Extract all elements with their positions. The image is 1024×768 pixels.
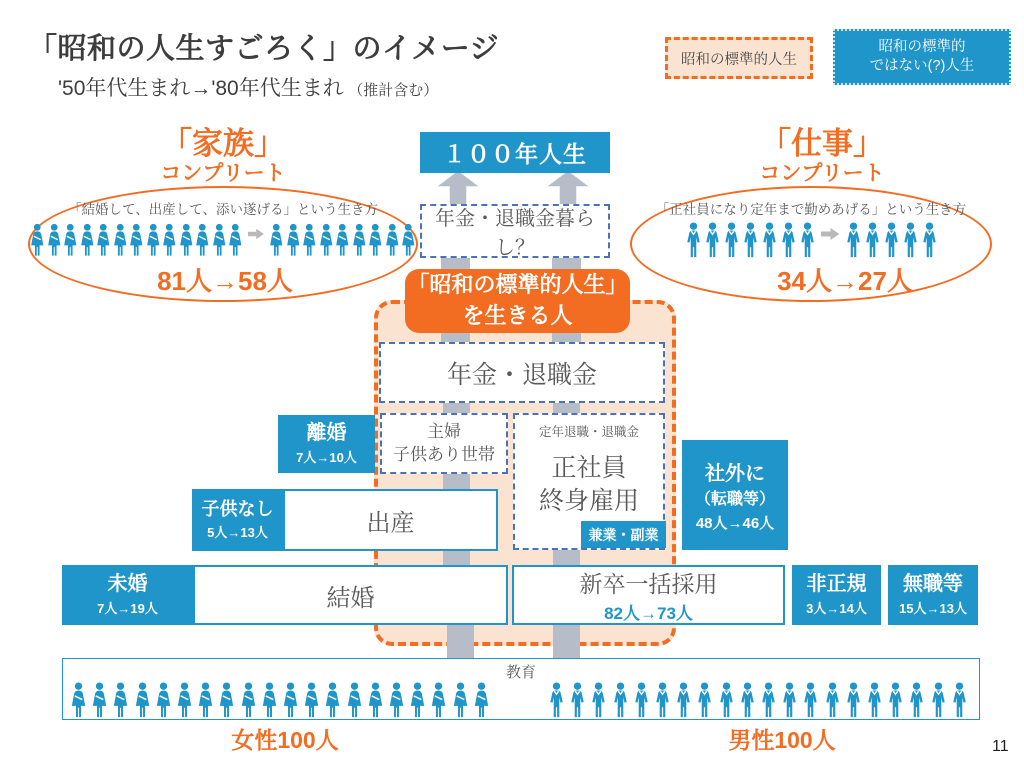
male-icon [798,222,817,258]
page-subtitle [58,72,438,102]
male-icon [703,222,722,258]
female-icon [95,223,112,257]
female-icon [79,223,96,257]
male-icon [758,682,779,718]
marriage-label: 結婚 [326,584,375,612]
no-child-count: 5人→13人 [207,524,268,540]
side-job-badge [581,521,666,548]
family-subheading: コンプリート [160,162,286,185]
female-icon [174,682,195,718]
female-icon [384,223,401,257]
male-icon [760,222,779,258]
male-icon [779,222,798,258]
irregular-label: 非正規 [806,573,867,595]
pension-living-box [420,204,610,258]
pension-living-label: 年金・退職金暮らし？ [435,208,595,259]
legend-standard-label: 昭和の標準的人生 [681,51,797,68]
female-icon [195,682,216,718]
female-icon [471,682,492,718]
female-icon [29,223,46,257]
male-icon [885,682,906,718]
work-people-before [684,222,817,258]
family-people-row [32,221,414,257]
female-icon [46,223,63,257]
irregular-count: 3人→14人 [806,601,867,616]
male-icon [779,682,800,718]
male-icon [864,682,885,718]
family-people-before [29,223,244,257]
male-total-label: 男性100人 [728,727,836,753]
outside-label2: （転職等） [694,491,775,508]
male-icon [882,222,901,258]
hundred-year-life-box [420,132,610,173]
page-number: 11 [992,738,1009,755]
birth-label: 出産 [366,509,415,537]
side-job-label: 兼業・副業 [588,526,659,543]
female-icon [161,223,178,257]
female-icon [268,223,285,257]
female-icon [62,223,79,257]
male-icon [901,222,920,258]
male-icon [800,682,821,718]
female-icon [68,682,89,718]
female-icon [238,682,259,718]
jobless-label: 無職等 [903,573,963,595]
work-heading: 「仕事」 [760,126,884,161]
female-icon [367,223,384,257]
divorce-count: 7人→10人 [296,450,357,465]
female-icon [318,223,335,257]
male-icon [737,682,758,718]
education-label: 教育 [505,664,536,681]
work-caption: 「正社員になり定年まで勤めあげる」という生き方 [655,202,967,217]
male-icon [546,682,567,718]
male-icon [694,682,715,718]
female-icon [280,682,301,718]
jobless-box [888,565,978,625]
hundred-year-label: １００年人生 [443,141,587,167]
family-caption: 「結婚して、出産して、添い遂げる」という生き方 [68,202,378,217]
female-icon [211,223,228,257]
female-icon [351,223,368,257]
female-icon [400,223,417,257]
female-icon [178,223,195,257]
male-icon [588,682,609,718]
female-total-label: 女性100人 [231,727,339,753]
work-count: 34人→27人 [777,266,913,296]
housewife-box [380,413,508,474]
male-icon [741,222,760,258]
irregular-box [792,565,881,625]
male-icon [631,682,652,718]
female-icon [259,682,280,718]
education-female-icons [68,680,492,718]
outside-company-box [682,440,788,550]
female-icon [227,223,244,257]
housewife-line1: 主婦 [427,421,461,441]
outside-count: 48人→46人 [695,515,775,532]
female-icon [301,682,322,718]
female-icon [322,682,343,718]
hiring-label: 新卒一括採用 [579,571,718,597]
divorce-box [278,415,375,473]
unmarried-count: 7人→19人 [97,601,158,616]
pension-retirement-box [379,342,665,403]
right-arrow-icon [821,216,840,252]
female-icon [153,682,174,718]
female-icon [194,223,211,257]
standard-life-line1: 「昭和の標準的人生」 [407,272,628,298]
standard-life-line2: を生きる人 [462,303,573,328]
outside-label: 社外に [705,463,765,485]
female-icon [110,682,131,718]
retirement-note: 定年退職・退職金 [538,425,639,439]
family-people-after [268,223,417,257]
unmarried-label: 未婚 [107,573,148,595]
fulltime-label [515,452,663,517]
family-count: 81人→58人 [157,266,293,296]
female-icon [407,682,428,718]
connector-bar [553,623,580,660]
no-child-label: 子供なし [201,499,274,520]
connector-bar [447,623,474,660]
jobless-count: 15人→13人 [899,601,967,616]
birth-box [283,489,498,551]
legend-standard-life [665,37,813,79]
female-icon [301,223,318,257]
work-subheading: コンプリート [759,162,885,185]
housewife-line2: 子供あり世帯 [393,444,495,464]
female-icon [132,682,153,718]
female-icon [128,223,145,257]
education-male-icons [546,680,970,718]
male-icon [610,682,631,718]
male-icon [567,682,588,718]
male-icon [722,222,741,258]
male-icon [863,222,882,258]
divorce-label: 離婚 [306,422,347,444]
hiring-box [512,565,785,625]
legend-nonstandard-line2: ではない(?)人生 [869,58,975,74]
male-icon [716,682,737,718]
female-icon [145,223,162,257]
work-people-row [640,220,982,258]
male-icon [673,682,694,718]
male-icon [684,222,703,258]
male-icon [906,682,927,718]
right-arrow-icon [248,217,265,251]
female-icon [428,682,449,718]
female-icon [365,682,386,718]
pension-retirement-label: 年金・退職金 [446,360,597,389]
hiring-count: 82人→73人 [604,604,693,623]
subtitle-text: '50年代生まれ→'80年代生まれ [58,77,344,100]
male-icon [652,682,673,718]
male-icon [928,682,949,718]
female-icon [112,223,129,257]
female-icon [285,223,302,257]
male-icon [843,682,864,718]
male-icon [920,222,939,258]
female-icon [334,223,351,257]
female-icon [344,682,365,718]
legend-nonstandard-line1: 昭和の標準的 [878,39,966,56]
family-heading: 「家族」 [161,126,285,161]
female-icon [89,682,110,718]
male-icon [822,682,843,718]
male-icon [844,222,863,258]
female-icon [450,682,471,718]
page-title: 「昭和の人生すごろく」のイメージ [28,33,500,65]
male-icon [949,682,970,718]
fulltime-line2: 終身雇用 [538,486,639,515]
marriage-box [193,565,508,625]
legend-nonstandard-life [833,29,1011,85]
female-icon [216,682,237,718]
fulltime-line1: 正社員 [551,454,627,482]
standard-life-label-box [405,269,630,333]
unmarried-box [62,565,193,625]
no-child-box [192,489,283,551]
subtitle-note: （推計含む） [348,82,439,99]
female-icon [386,682,407,718]
work-people-after [844,222,939,258]
